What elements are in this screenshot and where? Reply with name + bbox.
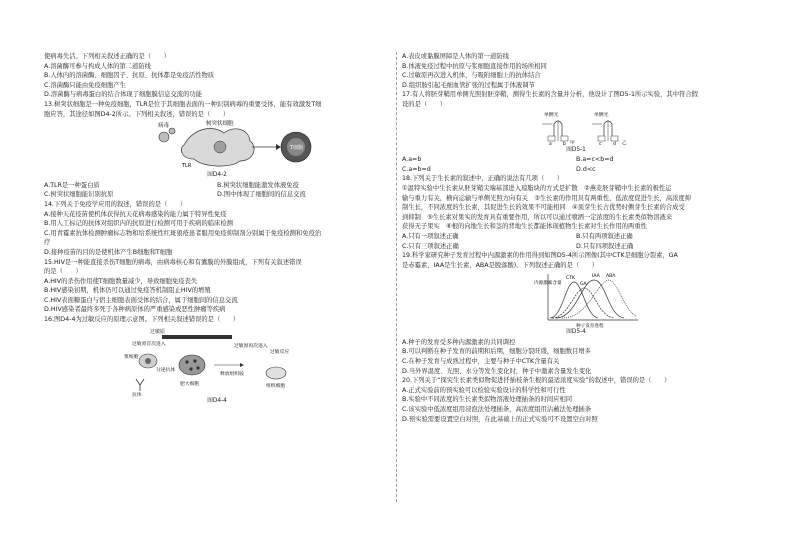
q16-option-c: C.过敏原再次进入机体，与吸附细胞上的抗体结合 bbox=[402, 72, 541, 80]
release-histamine-label: 释放组织胺 bbox=[220, 371, 244, 377]
q18-option-b: B.只有两项叙述正确 bbox=[576, 232, 633, 240]
coleoptile-diagram bbox=[402, 110, 750, 146]
q13-option-c: C.树突状细胞能识别抗原 bbox=[44, 191, 114, 199]
y-axis-label bbox=[534, 279, 562, 286]
plasma-cell-label: 浆细胞 bbox=[124, 354, 139, 360]
tissue-cell-label: 组织细胞 bbox=[266, 383, 286, 389]
allergy-diagram bbox=[44, 325, 390, 397]
q18-option-c: C.只有三项叙述正确 bbox=[402, 242, 459, 250]
q12-option-a: A.溶菌酶可参与构成人体的第二道防线 bbox=[44, 62, 151, 70]
q14-option-c-line2: 疗 bbox=[44, 239, 51, 247]
aba-curve bbox=[562, 280, 636, 318]
q16-option-d: D.组织胺引起毛细血管扩张的过程属于体液调节 bbox=[402, 81, 535, 89]
virus-label: 病毒 bbox=[158, 123, 170, 130]
q15-option-c: C.HIV表面糖蛋白与宿主细胞表面受体的结合，属于细胞间的信息交流 bbox=[44, 296, 238, 304]
yi-label: 乙 bbox=[622, 140, 627, 146]
figure-d5-1 bbox=[402, 110, 750, 146]
mast-cell-label: 肥大细胞 bbox=[180, 381, 200, 387]
antibody-icon bbox=[136, 379, 144, 391]
q19-stem-line2: 是赤霉素，IAA是生长素，ABA是脱落酸)。下列叙述正确的是（ ） bbox=[402, 261, 599, 269]
allergen-label: 过敏原 bbox=[150, 328, 166, 335]
light-label-1: 单侧光 bbox=[544, 112, 559, 118]
q12-option-b: B.人体内的溶菌酶、细胞因子、抗原、抗体都是免疫活性物质 bbox=[44, 72, 215, 80]
plasma-cell-icon bbox=[139, 354, 157, 368]
q18-statements-line2: 输与重力有关，横向运输与单侧光照方向有关 ③生长素的作用具有两重性，低浓度促进生长，高浓度抑 bbox=[402, 194, 692, 202]
q19-stem-line1: 19.科学家研究种子发育过程中内源激素的作用得到如图D5-4所示图像(其中CTK是细胞分裂素，GA bbox=[402, 252, 678, 260]
q20-stem: 20.下列关于“探究生长素类似物促进扦插枝条生根的最适浓度实验”的叙述中，错误的是（ ） bbox=[402, 377, 671, 385]
q18-statements-line5: 获得无子果实 ⑥根的向地生长和茎的背地生长都能体现植物生长素对生长作用的两重性 bbox=[402, 223, 647, 231]
q17-option-b: B.a=c<b=d bbox=[576, 156, 614, 164]
q13-stem-line2: 胞应答，其途径如图D4-2所示。下列相关叙述，错误的是（ ） bbox=[44, 110, 230, 118]
q15-stem-line1: 15.HIV是一种能直接杀伤T细胞的病毒，由病毒核心和有囊膜的外膜组成，下列有关叙述错误 bbox=[44, 258, 302, 266]
x-axis-label: 种子发育进程 bbox=[576, 324, 604, 329]
jia-label: 甲 bbox=[570, 140, 575, 146]
y-axis-label-text: 内源激素含量 bbox=[534, 281, 562, 287]
q12-option-c: C.溶菌酶只能由免疫细胞产生 bbox=[44, 81, 126, 89]
membrane-bar bbox=[162, 335, 232, 339]
arrow-head-icon bbox=[276, 144, 281, 150]
q18-option-a: A.只有一项叙述正确 bbox=[402, 232, 459, 240]
iaa-curve bbox=[556, 280, 624, 318]
q15-stem-line2: 的是（ ） bbox=[44, 268, 82, 276]
figure-d5-4-caption: 图D5-4 bbox=[566, 329, 586, 336]
q19-option-a: A.种子的发育受多种内源激素的共同调控 bbox=[402, 338, 516, 346]
allergy-effect-label: 过敏反应 bbox=[270, 349, 290, 355]
q18-statements-line4: 到抑制 ⑤生长素对果实的发育具有重要作用，所以可以通过喷洒一定浓度的生长素类似物溶液来 bbox=[402, 213, 673, 221]
q19-option-c: C.在种子发育与成熟过程中，主要与种子中CTK含量有关 bbox=[402, 358, 560, 366]
antibody-label: 抗体 bbox=[132, 392, 142, 397]
q18-options-row2 bbox=[402, 242, 750, 252]
release-arrow-icon bbox=[240, 363, 244, 367]
q14-option-b: B.用人工标记的抗体对组织内的抗原进行检测可用于疾病的临床检测 bbox=[44, 220, 233, 228]
mast-cell-icon bbox=[179, 355, 205, 375]
q13-option-d: D.图中体现了细胞间的信息交流 bbox=[217, 191, 306, 199]
q16-option-a: A.表皮或黏膜屏障是人体的第一道防线 bbox=[402, 53, 509, 60]
q17-option-a: A.a=b bbox=[402, 156, 422, 164]
q17-options-row1 bbox=[402, 155, 750, 165]
q13-options-row1 bbox=[44, 181, 390, 191]
tissue-cell-icon bbox=[266, 367, 286, 379]
ctk-curve bbox=[550, 282, 598, 318]
ga-label: GA bbox=[580, 282, 587, 288]
coleoptile-jia-icon bbox=[548, 120, 568, 141]
q18-option-d: D.只有四项叙述正确 bbox=[576, 242, 634, 250]
q18-statements-line3: 制生长，不同浓度的生长素，其促进生长的效果不可能相同 ④顶芽生长占优势时侧芽生长素的合成受 bbox=[402, 204, 685, 212]
column-divider bbox=[396, 52, 397, 502]
first-entry-label: 过敏原首次进入 bbox=[132, 341, 166, 347]
ctk-label: CTK bbox=[566, 276, 576, 282]
figure-d4-4-caption: 图D4-4 bbox=[207, 397, 227, 404]
q17-options-row2 bbox=[402, 165, 750, 175]
figure-d4-2-caption: 图D4-2 bbox=[207, 172, 227, 179]
hormone-curve-chart bbox=[402, 270, 750, 328]
figure-d5-1-caption: 图D5-1 bbox=[566, 146, 586, 153]
left-column bbox=[44, 52, 390, 406]
q13-option-b: B.树突状细胞能激发体液免疫 bbox=[217, 181, 299, 189]
q20-option-c: C.该实验中低浓度组用浸泡法处理插条，高浓度组用沾蘸法处理插条 bbox=[402, 406, 592, 414]
t-cell-label: T细胞 bbox=[290, 145, 304, 152]
q20-option-d: D.预实验需要设置空白对照，在此基础上的正式实验可不设置空白对照 bbox=[402, 415, 598, 423]
q20-option-b: B.实验中不同浓度的生长素类似物溶液处理插条的时间应相同 bbox=[402, 396, 573, 404]
q15-option-b: B.HIV感染初期，机体仍可以通过免疫答机制阻止HIV的增殖 bbox=[44, 287, 211, 295]
figure-d4-2 bbox=[44, 119, 390, 171]
q16-stem: 16.图D4-4为过敏反应的原理示意图。下列相关叙述错误的是（ ） bbox=[44, 316, 240, 324]
q16-option-b: B.体液免疫过程中抗原与浆细胞直接作用的场所相同 bbox=[402, 62, 547, 70]
second-entry-label: 过敏原再次进入 bbox=[234, 343, 268, 349]
q19-option-b: B.可以判断在种子发育的前期和后期，细胞分裂旺盛，细胞数目增多 bbox=[402, 348, 591, 356]
dendritic-cell-label: 树突状细胞 bbox=[206, 121, 234, 128]
q20-option-a: A.正式实验前的预实验可以检验实验设计的科学性和可行性 bbox=[402, 386, 566, 394]
right-column bbox=[402, 52, 750, 424]
q17-stem-line2: 设的是（ ） bbox=[402, 100, 447, 108]
block-d-label: d bbox=[613, 141, 616, 146]
block-c-label: c bbox=[599, 141, 602, 146]
q14-option-a: A.接种天花疫苗使机体获得抗天花病毒感染的能力属于特异性免疫 bbox=[44, 210, 227, 218]
figure-d4-4 bbox=[44, 325, 390, 397]
q15-option-d: D.HIV感染者最终多死于各种病原体的严重感染或恶性肿瘤等疾病 bbox=[44, 306, 226, 314]
secrete-antibody-label: 分泌抗体 bbox=[156, 367, 176, 373]
q12-stem: 使病毒失活。下列相关叙述正确的是（ ） bbox=[44, 53, 170, 60]
q18-stem: 18.下列关于生长素的叙述中，正确的说法有几项（ ） bbox=[402, 175, 564, 183]
block-b-label: b bbox=[563, 141, 566, 146]
q15-option-a: A.HIV的杀伤作用使T细胞数量减少，导致细胞免疫丧失 bbox=[44, 277, 198, 285]
q13-options-row2 bbox=[44, 190, 390, 200]
q17-option-d: D.d<c bbox=[576, 165, 596, 173]
iaa-label: IAA bbox=[592, 274, 600, 280]
q13-option-a: A.TLR是一种蛋白质 bbox=[44, 181, 100, 189]
q13-stem-line1: 13.树突状细胞是一种免疫细胞，TLR是位于其细胞表面的一种识别病毒的重要受体，能有效激发T细 bbox=[44, 100, 322, 108]
q17-option-c: C.a=b=d bbox=[402, 165, 431, 173]
q18-statements-line1: ①温特实验中生长素从胚芽鞘尖端基部进入琼脂块的方式是扩散 ②燕麦胚芽鞘中生长素的极性运 bbox=[402, 184, 672, 192]
tlr-label: TLR bbox=[182, 163, 192, 170]
q19-option-d: D.当外界温度、光照、水分等发生变化时，种子中激素含量发生变化 bbox=[402, 367, 592, 375]
figure-d5-4 bbox=[402, 270, 750, 328]
light-label-2: 单侧光 bbox=[594, 112, 609, 118]
dendritic-cell-diagram bbox=[44, 119, 390, 171]
coleoptile-yi-icon bbox=[598, 120, 618, 141]
dendritic-cell-shape bbox=[181, 129, 254, 170]
q17-stem-line1: 17.有人将胚芽鞘用单侧光照射胚芽鞘，测得生长素的含量并分析，他设计了图D5-1所示实验，其中符合假 bbox=[402, 91, 698, 99]
q12-option-d: D.溶菌酶与病毒蛋白的结合体现了细胞膜信息交流的功能 bbox=[44, 91, 202, 99]
q14-option-d: D.接种疫苗的目的是使机体产生B细胞和T细胞 bbox=[44, 248, 173, 256]
q18-options-row1 bbox=[402, 232, 750, 242]
q14-stem: 14.下列关于免疫学应用的叙述，错误的是（ ） bbox=[44, 200, 187, 208]
aba-label: ABA bbox=[606, 274, 616, 280]
q14-option-c-line1: C.用青霉素抗体检测肿瘤标志物和给系统性红斑狼疮患者服用免疫抑制剂分别属于免疫检测和免疫治 bbox=[44, 229, 322, 237]
virus-icon bbox=[159, 128, 175, 142]
block-a-label: a bbox=[549, 141, 552, 146]
